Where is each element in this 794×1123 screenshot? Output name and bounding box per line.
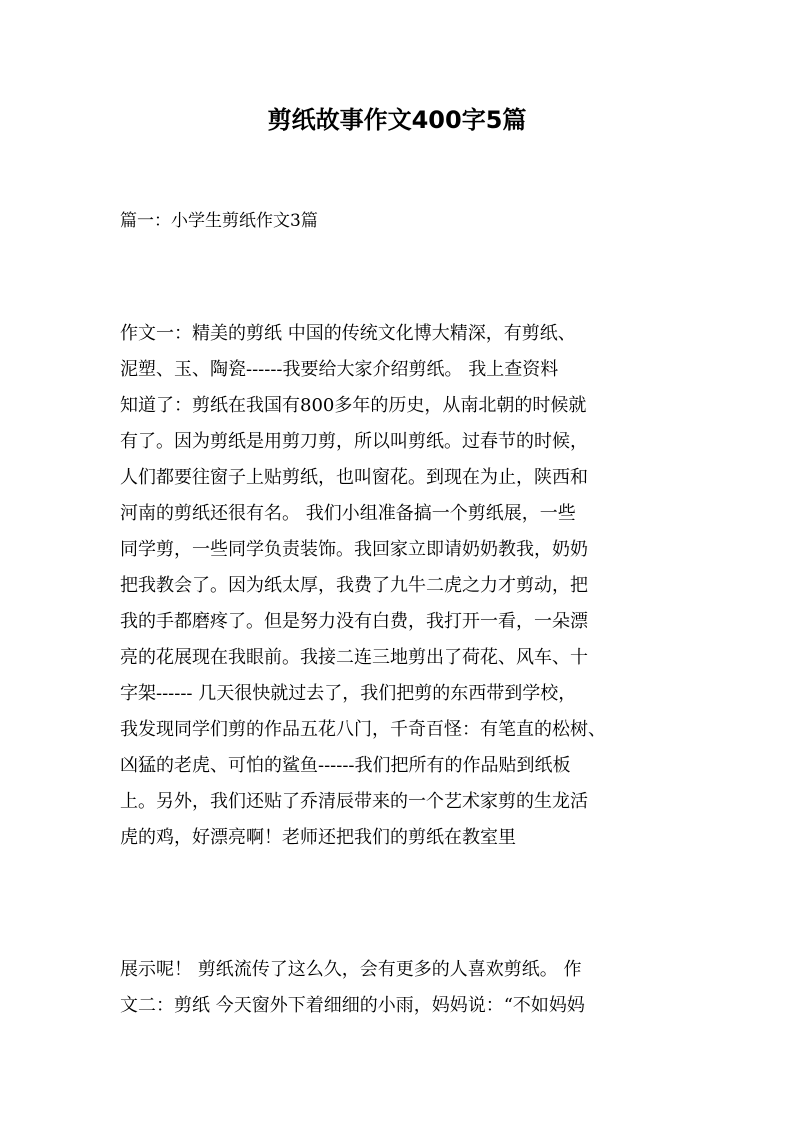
- text-line: 把我教会了。因为纸太厚，我费了九牛二虎之力才剪动，把: [120, 575, 588, 596]
- text-line: 作文一：精美的剪纸 中国的传统文化博大精深，有剪纸、: [120, 323, 576, 344]
- text-line: 上。另外，我们还贴了乔清辰带来的一个艺术家剪的生龙活: [120, 791, 588, 812]
- text-line: 展示呢！ 剪纸流传了这么久，会有更多的人喜欢剪纸。 作: [120, 959, 582, 980]
- text-line: 人们都要往窗子上贴剪纸，也叫窗花。到现在为止，陕西和: [120, 467, 588, 488]
- text-line: 字架------ 几天很快就过去了，我们把剪的东西带到学校，: [120, 683, 577, 704]
- document-title: 剪纸故事作文400字5篇: [267, 106, 527, 134]
- text-line: 泥塑、玉、陶瓷------我要给大家介绍剪纸。 我上查资料: [120, 359, 559, 380]
- text-line: 虎的鸡，好漂亮啊！老师还把我们的剪纸在教室里: [120, 827, 516, 848]
- section-heading: 篇一：小学生剪纸作文3篇: [120, 211, 318, 231]
- text-line: 河南的剪纸还很有名。 我们小组准备搞一个剪纸展，一些: [120, 503, 576, 524]
- paragraph-1: [120, 316, 690, 856]
- text-line: 我的手都磨疼了。但是努力没有白费，我打开一看，一朵漂: [120, 611, 588, 632]
- text-line: 凶猛的老虎、可怕的鲨鱼------我们把所有的作品贴到纸板: [120, 755, 571, 776]
- text-line: 文二：剪纸 今天窗外下着细细的小雨，妈妈说：“不如妈妈: [120, 995, 585, 1016]
- paragraph-2: [120, 952, 690, 1024]
- text-line: 知道了：剪纸在我国有800多年的历史，从南北朝的时候就: [120, 395, 587, 416]
- text-line: 同学剪，一些同学负责装饰。我回家立即请奶奶教我，奶奶: [120, 539, 588, 560]
- text-line: 亮的花展现在我眼前。我接二连三地剪出了荷花、风车、十: [120, 647, 588, 668]
- text-line: 我发现同学们剪的作品五花八门，千奇百怪：有笔直的松树、: [120, 719, 606, 740]
- text-line: 有了。因为剪纸是用剪刀剪，所以叫剪纸。过春节的时候，: [120, 431, 588, 452]
